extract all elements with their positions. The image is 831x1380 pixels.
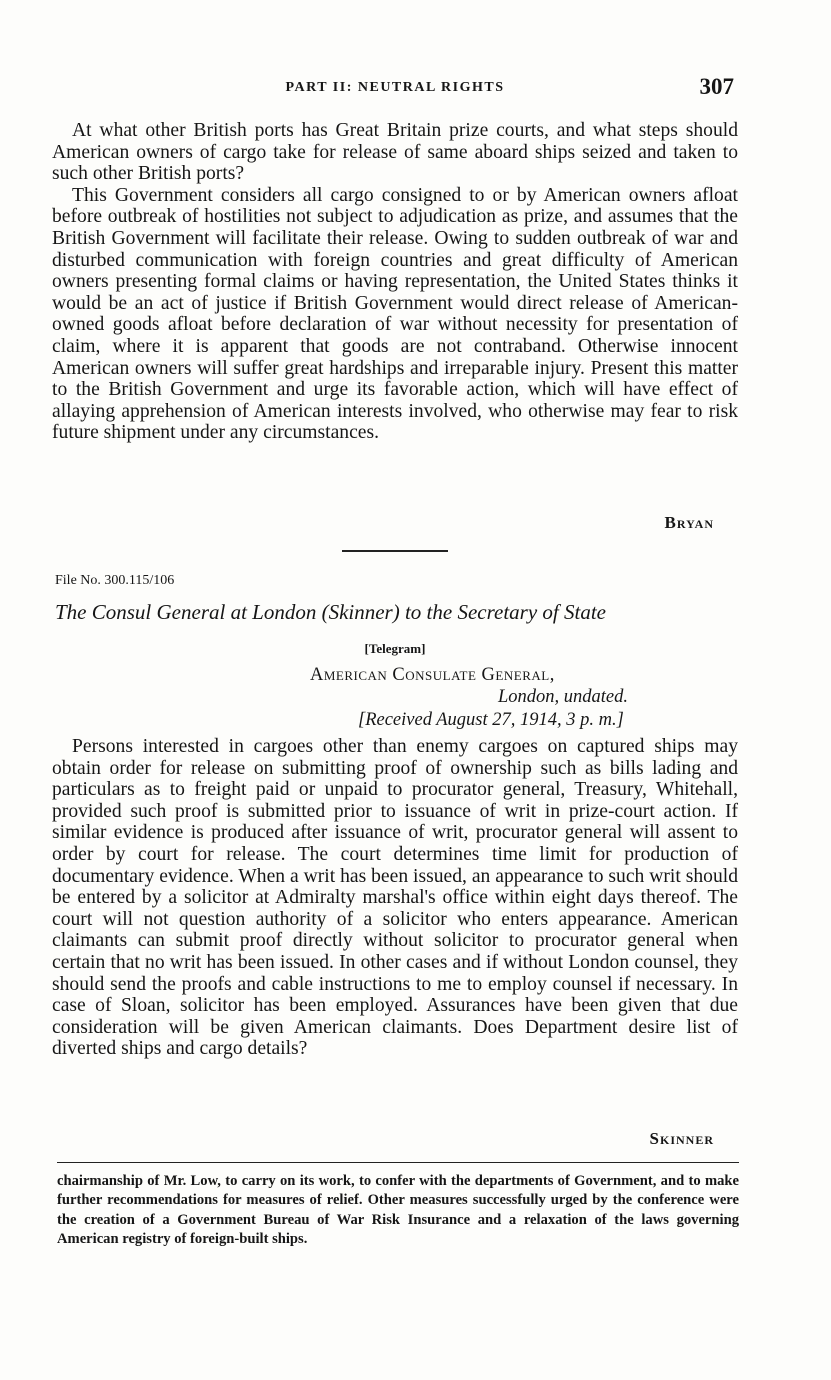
page-number: 307	[699, 74, 734, 99]
telegram-tag: [Telegram]	[364, 641, 426, 656]
signature-skinner: Skinner	[649, 1129, 714, 1148]
document-title: The Consul General at London (Skinner) to the Secretary of State	[55, 600, 606, 624]
paragraph: This Government considers all cargo consigned to or by American owners afloat before outbreak of hostilities not subject to adjudication as prize, and assumes that the British Government will facilitate their release. Owing to sudden outbreak of war and disturbed communication with foreign countries and great difficulty of American owners presenting formal claims or having representation, the United States thinks it would be an act of justice if British Government would direct release of American-owned goods afloat before declaration of war without necessity for presentation of claim, where it is apparent that goods are not contraband. Otherwise innocent American owners will suffer great hardships and irreparable injury. Present this matter to the British Government and urge its favorable action, which will have effect of allaying apprehension of American interests involved, who otherwise may fear to risk future shipment under any circumstances.	[52, 184, 738, 444]
skinner-telegram-body	[52, 736, 738, 1060]
paragraph: At what other British ports has Great Britain prize courts, and what steps should American owners of cargo take for release of same aboard ships seized and taken to such other British ports?	[52, 120, 738, 185]
running-head: PART II: NEUTRAL RIGHTS	[285, 80, 505, 95]
sender-location: London, undated.	[498, 687, 629, 707]
footnote-divider	[57, 1162, 739, 1163]
bryan-telegram-body	[52, 120, 738, 444]
section-divider	[342, 550, 448, 552]
footnote: chairmanship of Mr. Low, to carry on its work, to confer with the departments of Government, and to make further recommendations for measures of relief. Other measures successfully urged by the conference were the creation of a Government Bureau of War Risk Insurance and a relaxation of the laws governing American registry of foreign-built ships.	[57, 1173, 739, 1248]
received-date: [Received August 27, 1914, 3 p. m.]	[358, 710, 624, 730]
page-header	[52, 74, 738, 104]
file-number: File No. 300.115/106	[55, 573, 175, 588]
paragraph: Persons interested in cargoes other than enemy cargoes on captured ships may obtain order for release on submitting proof of ownership such as bills lading and particulars as to freight paid or unpaid to procurator general, Treasury, Whitehall, provided such proof is submitted prior to issuance of writ in prize-court action. If similar evidence is produced after issuance of writ, procurator general will assent to order by court for release. The court determines time limit for production of documentary evidence. When a writ has been issued, an appearance to such writ should be entered by a solicitor at Admiralty marshal's office within eight days thereof. The court will not question authority of a solicitor who enters appearance. American claimants can submit proof directly without solicitor to procurator general when certain that no writ has been issued. In other cases and if without London counsel, they should send the proofs and cable instructions to me to employ counsel if necessary. In case of Sloan, solicitor has been employed. Assurances have been given that due consideration will be given American claimants. Does Department desire list of diverted ships and cargo details?	[52, 736, 738, 1060]
sender-address: American Consulate General,	[310, 665, 555, 685]
signature-bryan: Bryan	[664, 513, 714, 532]
